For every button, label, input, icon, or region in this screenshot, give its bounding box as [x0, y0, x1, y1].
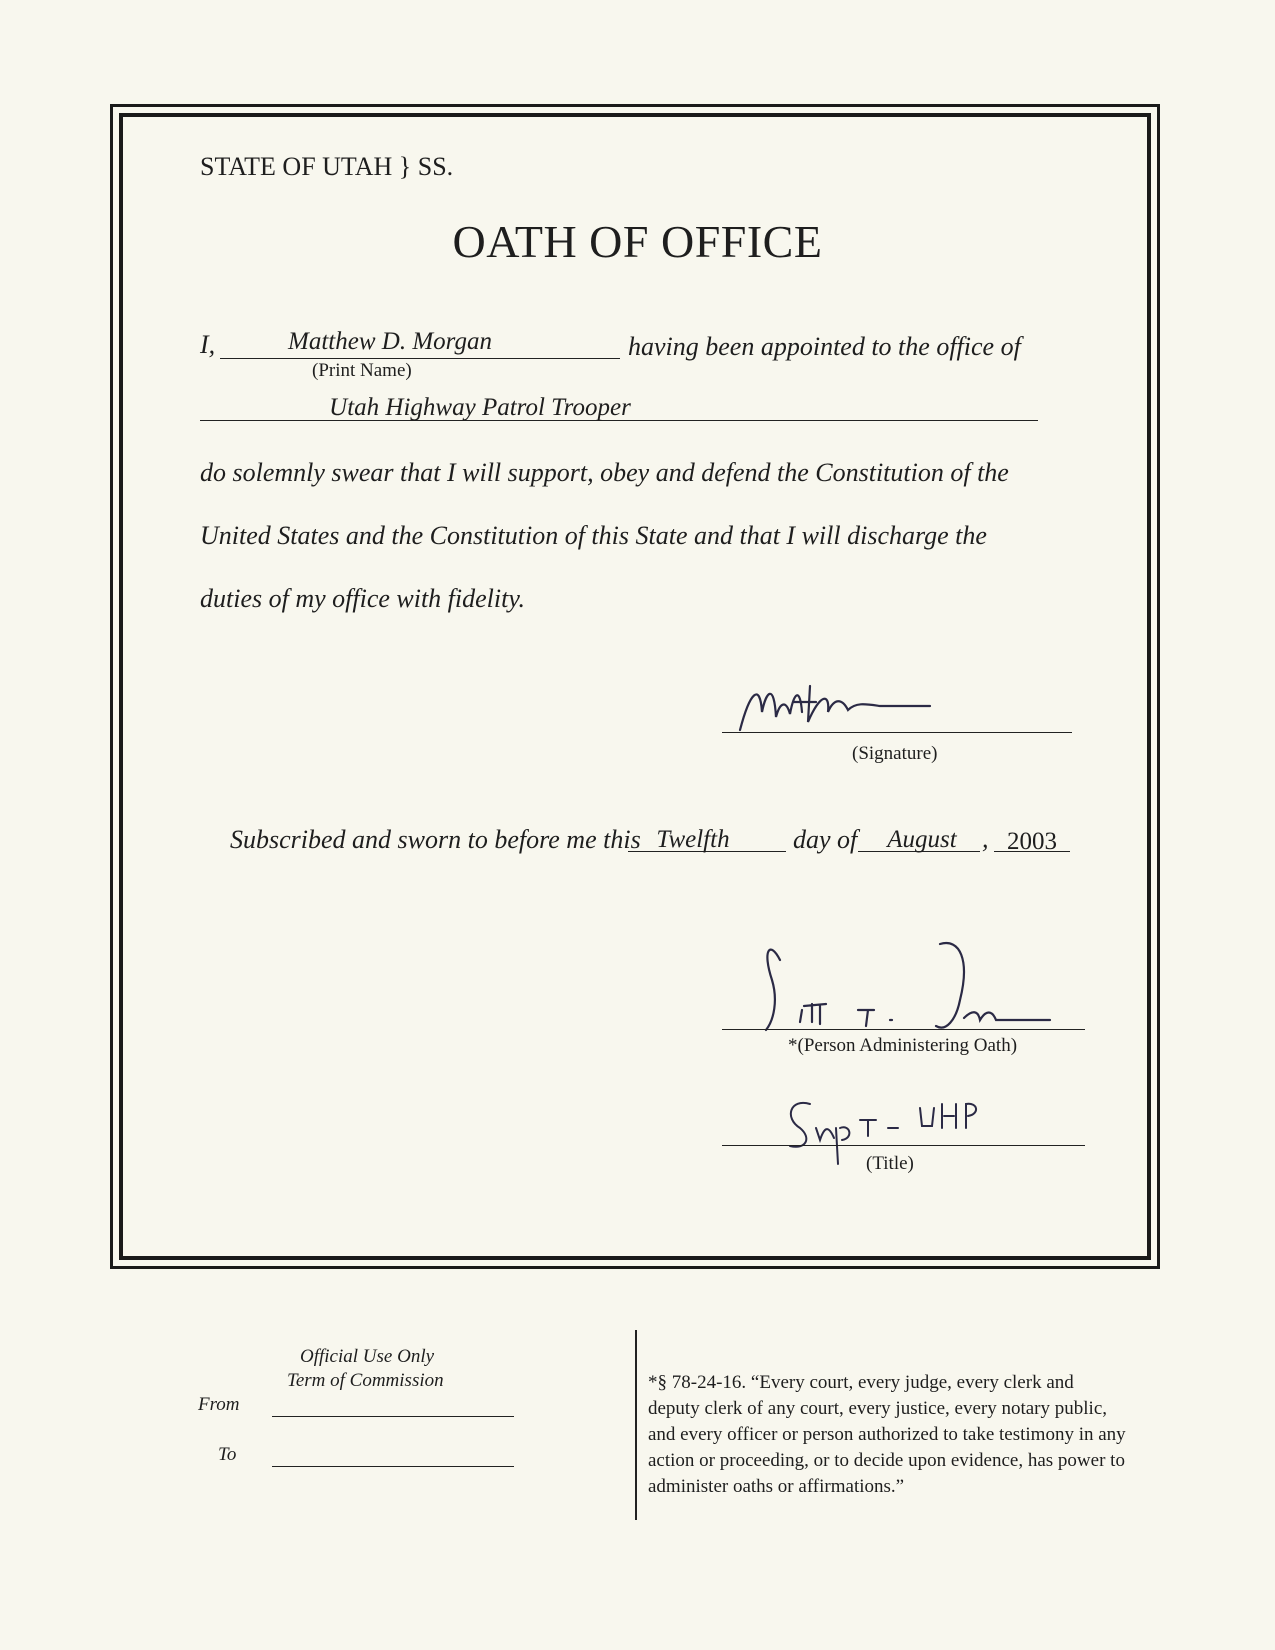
administrator-label: *(Person Administering Oath)	[788, 1035, 1018, 1056]
to-line[interactable]	[272, 1466, 514, 1467]
title-label: (Title)	[866, 1153, 914, 1174]
to-label: To	[218, 1444, 237, 1465]
oath-body-line-3: duties of my office with fidelity.	[200, 584, 525, 613]
office-field: Utah Highway Patrol Trooper	[329, 394, 631, 421]
title-line	[722, 1145, 1085, 1146]
inner-border	[119, 113, 1151, 1260]
oath-body-line-2: United States and the Constitution of this State and that I will discharge the	[200, 521, 987, 550]
date-comma: ,	[982, 824, 989, 853]
day-of-text: day of	[793, 825, 858, 854]
signature-label: (Signature)	[852, 743, 938, 764]
month-field: August	[887, 826, 957, 853]
section-divider	[635, 1330, 637, 1520]
statute-text: *§ 78-24-16. “Every court, every judge, every clerk and deputy clerk of any court, every justice, every notary public, and every officer or person authorized to take testimony in any action or proceeding, or to decide upon evidence, has power to administer oaths or affirmations.”	[648, 1372, 1126, 1497]
signature-mark	[730, 672, 980, 747]
document-title: OATH OF OFFICE	[452, 216, 823, 267]
print-name-label: (Print Name)	[312, 360, 412, 381]
name-line	[220, 358, 620, 359]
state-venue: STATE OF UTAH } SS.	[200, 152, 454, 181]
oath-prefix: I,	[200, 330, 216, 359]
term-of-commission-heading: Term of Commission	[287, 1370, 444, 1391]
subscribed-intro: Subscribed and sworn to before me this	[230, 825, 641, 854]
name-field: Matthew D. Morgan	[288, 328, 492, 355]
administrator-line	[722, 1029, 1085, 1030]
day-field: Twelfth	[656, 826, 730, 853]
official-use-heading: Official Use Only	[300, 1346, 435, 1367]
oath-body-line-1: do solemnly swear that I will support, obey and defend the Constitution of the	[200, 458, 1009, 487]
signature-line	[722, 732, 1072, 733]
from-label: From	[198, 1394, 240, 1415]
year-field: 2003	[1007, 828, 1057, 855]
appointed-text: having been appointed to the office of	[628, 332, 1021, 361]
from-line[interactable]	[272, 1416, 514, 1417]
